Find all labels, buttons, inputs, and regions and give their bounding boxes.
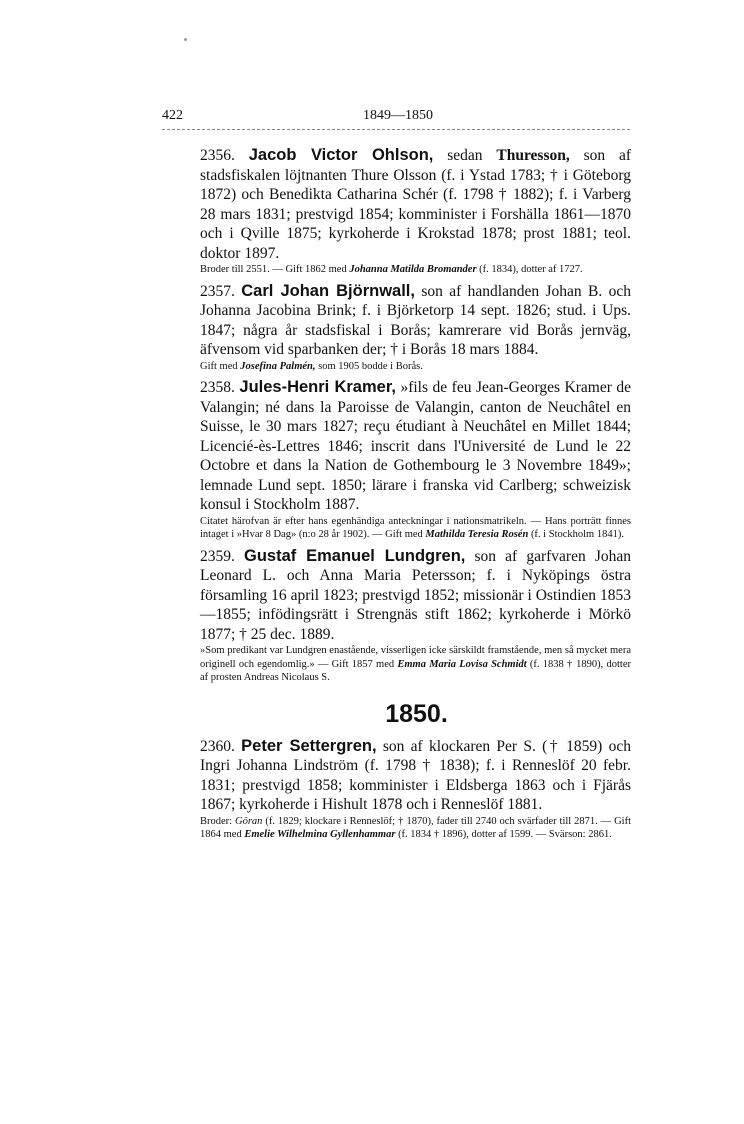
header-rule: [162, 129, 630, 130]
entry-note: [162, 644, 631, 685]
note-text: »Som predikant var Lundgren enastående, visserligen icke särskildt framstående, men så mycket mera originell och egendomlig.» — Gift 1857 med: [200, 645, 631, 670]
note-text: Citatet härofvan är efter hans egenhändiga anteckningar i nationsmatrikeln. — Hans porträtt finnes intaget i »Hvar 8 Dag» (n:o 28 år 1902). — Gift med: [200, 515, 631, 540]
entry-note: [162, 263, 631, 277]
note-text: (f. 1834), dotter af 1727.: [476, 264, 583, 275]
print-speck: [184, 38, 187, 41]
note-spouse: Emma Maria Lovisa Schmidt: [397, 658, 527, 670]
entry-name: Jules-Henri Kramer,: [239, 378, 396, 396]
entry-text: son af handlanden Johan B. och Johanna Jacobina Brink; f. i Björketorp 14 sept. 1826; stud. i Ups. 1847; några år stadsfiskal i Borås; kamrerare vid Borås jernväg, äfvensom vid sparbanken der; † i Borås 18 mars 1884.: [200, 282, 632, 358]
note-text: som 1905 bodde i Borås.: [315, 360, 423, 372]
note-text: Broder:: [200, 815, 235, 827]
note-text: Broder till 2551. — Gift 1862 med: [200, 264, 350, 275]
entry-body: [162, 547, 631, 645]
entry-text: son af garfvaren Johan Leonard L. och Anna Maria Petersson; f. i Nyköpings östra församling 16 april 1823; prestvigd 1852; missionär i Ostindien 1853—1855; infödingsrätt i Strengnäs stift 1862; kyrkoherde i Mörkö 1877; † 25 dec. 1889.: [200, 547, 632, 643]
entry-alias: Thuresson,: [496, 147, 570, 164]
entry-text: son af klockaren Per S. († 1859) och Ingri Johanna Lindström (f. 1798 † 1838); f. i Renneslöf 20 febr. 1831; prestvigd 1858; komminister i Eldsberga 1863 och i Fjärås 1867; kyrkoherde i Hishult 1878 och i Renneslöf 1881.: [200, 737, 632, 813]
entry-2358: [162, 378, 631, 542]
entry-number: 2358.: [200, 379, 235, 396]
entry-2357: [162, 282, 631, 374]
note-text: (f. 1838 † 1890), dotter af prosten Andreas Nicolaus S.: [200, 658, 631, 683]
page-content: [162, 146, 631, 847]
note-text: (f. 1834 † 1896), dotter af 1599. — Svärson: 2861.: [395, 829, 612, 840]
entry-text: son af stadsfiskalen löjtnanten Thure Olsson (f. i Ystad 1783; † i Göteborg 1872) och Benedikta Catharina Schér (f. 1798 † 1882); f. i Varberg 28 mars 1831; prestvigd 1854; komminister i Forshälla 1861—1870 och i Qville 1875; kyrkoherde i Krokstad 1878; prost 1881; teol. doktor 1897.: [200, 147, 632, 262]
note-spouse: Josefina Palmén,: [240, 360, 316, 372]
entry-2360: [162, 737, 631, 842]
entry-number: 2360.: [200, 737, 235, 755]
page-number: 422: [162, 108, 183, 123]
entry-number: 2357.: [200, 282, 235, 300]
entry-text: sedan: [433, 147, 497, 164]
note-text: (f. i Stockholm 1841).: [528, 529, 624, 540]
running-head-years: 1849—1850: [363, 108, 433, 123]
entry-name: Peter Settergren,: [241, 736, 377, 755]
entry-text: »fils de feu Jean-Georges Kramer de Valangin; né dans la Paroisse de Valangin, canton de Neuchâtel en Suisse, le 30 mars 1827; reçu étudiant à Neuchâtel en Millet 1844; Licencié-ès-Lettres 1846; inscrit dans l'Université de Lund le 22 Octobre et dans la Nation de Gothembourg le 3 Novembre 1849»; lemnade Lund sept. 1850; lärare i franska vid Carlberg; schweizisk konsul i Stockholm 1887.: [200, 379, 632, 513]
note-text: (f. 1829; klockare i Renneslöf; † 1870), fader till 2740 och svärfader till 2871. — Gift 1864 med: [200, 815, 631, 840]
entry-number: 2359.: [200, 547, 235, 565]
entry-note: [162, 515, 631, 542]
entry-2359: [162, 547, 631, 685]
entry-number: 2356.: [200, 147, 235, 164]
entry-2356: [162, 146, 631, 277]
entry-body: [162, 378, 631, 515]
entry-note: [162, 360, 631, 374]
entry-body: [162, 146, 631, 263]
entry-name: Gustaf Emanuel Lundgren,: [244, 546, 466, 565]
note-text: Gift med: [200, 360, 241, 372]
note-brother: Göran: [235, 815, 263, 827]
entry-name: Carl Johan Björnwall,: [241, 281, 415, 300]
entry-name: Jacob Victor Ohlson,: [248, 146, 434, 164]
note-spouse: Emelie Wilhelmina Gyllenhammar: [244, 829, 396, 840]
note-spouse: Johanna Matilda Bromander: [349, 264, 477, 275]
note-spouse: Mathilda Teresia Rosén: [425, 529, 529, 540]
entry-body: [162, 282, 631, 360]
entry-note: [162, 815, 631, 842]
year-heading: 1850.: [385, 699, 448, 728]
entry-body: [162, 737, 631, 815]
